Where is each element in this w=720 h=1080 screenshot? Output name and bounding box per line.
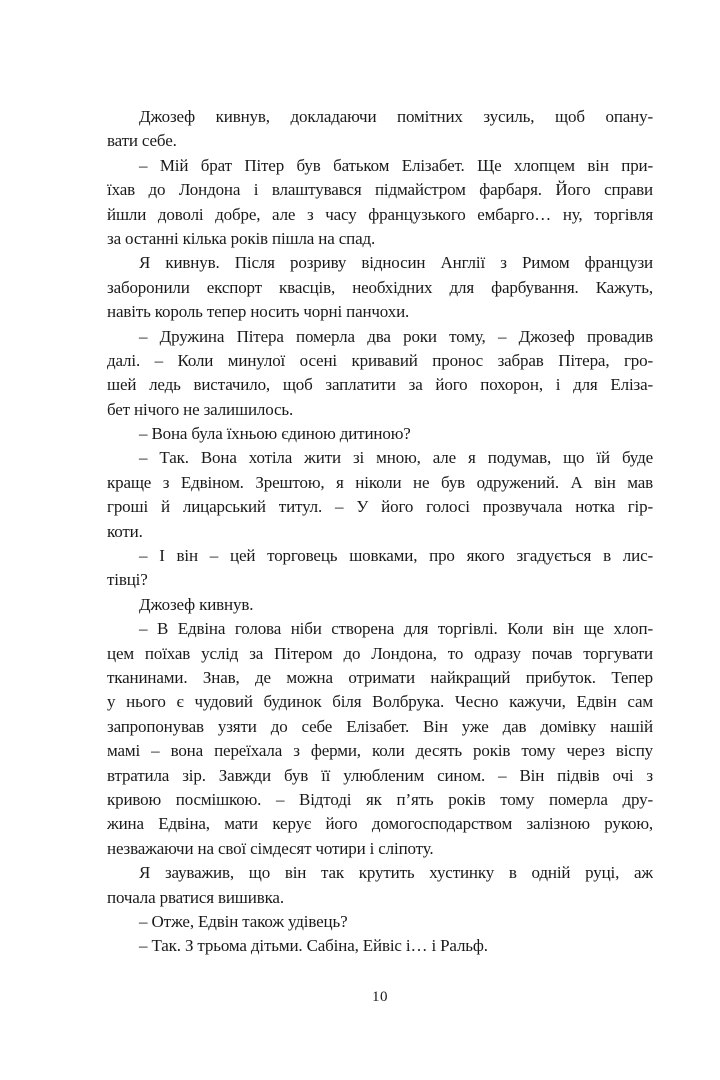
- text-line: за останні кілька років пішла на спад.: [107, 228, 376, 248]
- text-line: почала рватися вишивка.: [107, 887, 284, 907]
- text-line: – В Едвіна голова ніби створена для торгівлі. Коли він ще хлоп-: [139, 619, 653, 639]
- text-line: мамі – вона переїхала з ферми, коли десять років тому через віспу: [107, 741, 653, 761]
- text-line: Джозеф кивнув.: [139, 594, 254, 614]
- text-line: незважаючи на свої сімдесят чотири і сліпоту.: [107, 838, 434, 858]
- text-line: Джозеф кивнув, докладаючи помітних зусиль, щоб опану-: [139, 107, 653, 126]
- text-line: у нього є чудовий будинок біля Волбрука. Чесно кажучи, Едвін сам: [107, 692, 653, 712]
- text-line: – І він – цей торговець шовками, про якого згадується в лис-: [139, 546, 653, 566]
- page-number: 10: [372, 989, 388, 1005]
- text-line: кривою посмішкою. – Відтоді як п’ять років тому померла дру-: [107, 789, 653, 809]
- text-line: бет нічого не залишилось.: [107, 399, 294, 419]
- text-line: Я кивнув. Після розриву відносин Англії з Римом французи: [139, 253, 653, 273]
- text-line: їхав до Лондона і влаштувався підмайстром фарбаря. Його справи: [107, 180, 653, 200]
- text-line: навіть король тепер носить чорні панчохи.: [107, 302, 410, 322]
- text-line: Я зауважив, що він так крутить хустинку в одній руці, аж: [139, 863, 653, 883]
- text-line: йшли доволі добре, але з часу французького ембарго… ну, торгівля: [107, 204, 653, 224]
- text-line: краще з Едвіном. Зрештою, я ніколи не був одружений. А він мав: [107, 472, 653, 492]
- text-line: – Дружина Пітера померла два роки тому, – Джозеф провадив: [139, 326, 653, 346]
- text-line: тівці?: [107, 570, 148, 590]
- text-line: шей ледь вистачило, щоб заплатити за його похорон, і для Еліза-: [107, 375, 653, 395]
- text-line: далі. – Коли минулої осені кривавий пронос забрав Пітера, гро-: [107, 350, 653, 370]
- body-text: [107, 105, 653, 959]
- text-line: – Так. З трьома дітьми. Сабіна, Ейвіс і… і Ральф.: [139, 936, 488, 956]
- text-line: вати себе.: [107, 131, 177, 151]
- text-line: жина Едвіна, мати керує його домогосподарством залізною рукою,: [107, 814, 653, 834]
- text-line: запропонував узяти до себе Елізабет. Він уже дав домівку нашій: [107, 716, 653, 736]
- text-line: гроші й лицарський титул. – У його голосі прозвучала нотка гір-: [107, 497, 653, 517]
- text-line: – Отже, Едвін також удівець?: [139, 911, 348, 931]
- text-line: – Мій брат Пітер був батьком Елізабет. Ще хлопцем він при-: [139, 155, 653, 175]
- text-line: втратила зір. Завжди був її улюбленим сином. – Він підвів очі з: [107, 765, 653, 785]
- text-line: заборонили експорт квасців, необхідних для фарбування. Кажуть,: [107, 277, 653, 297]
- text-line: – Так. Вона хотіла жити зі мною, але я подумав, що їй буде: [139, 448, 653, 468]
- text-line: тканинами. Знав, де можна отримати найкращий прибуток. Тепер: [107, 667, 653, 687]
- text-line: – Вона була їхньою єдиною дитиною?: [139, 424, 411, 444]
- text-line: цем поїхав услід за Пітером до Лондона, то одразу почав торгувати: [107, 643, 653, 663]
- text-line: коти.: [107, 521, 143, 541]
